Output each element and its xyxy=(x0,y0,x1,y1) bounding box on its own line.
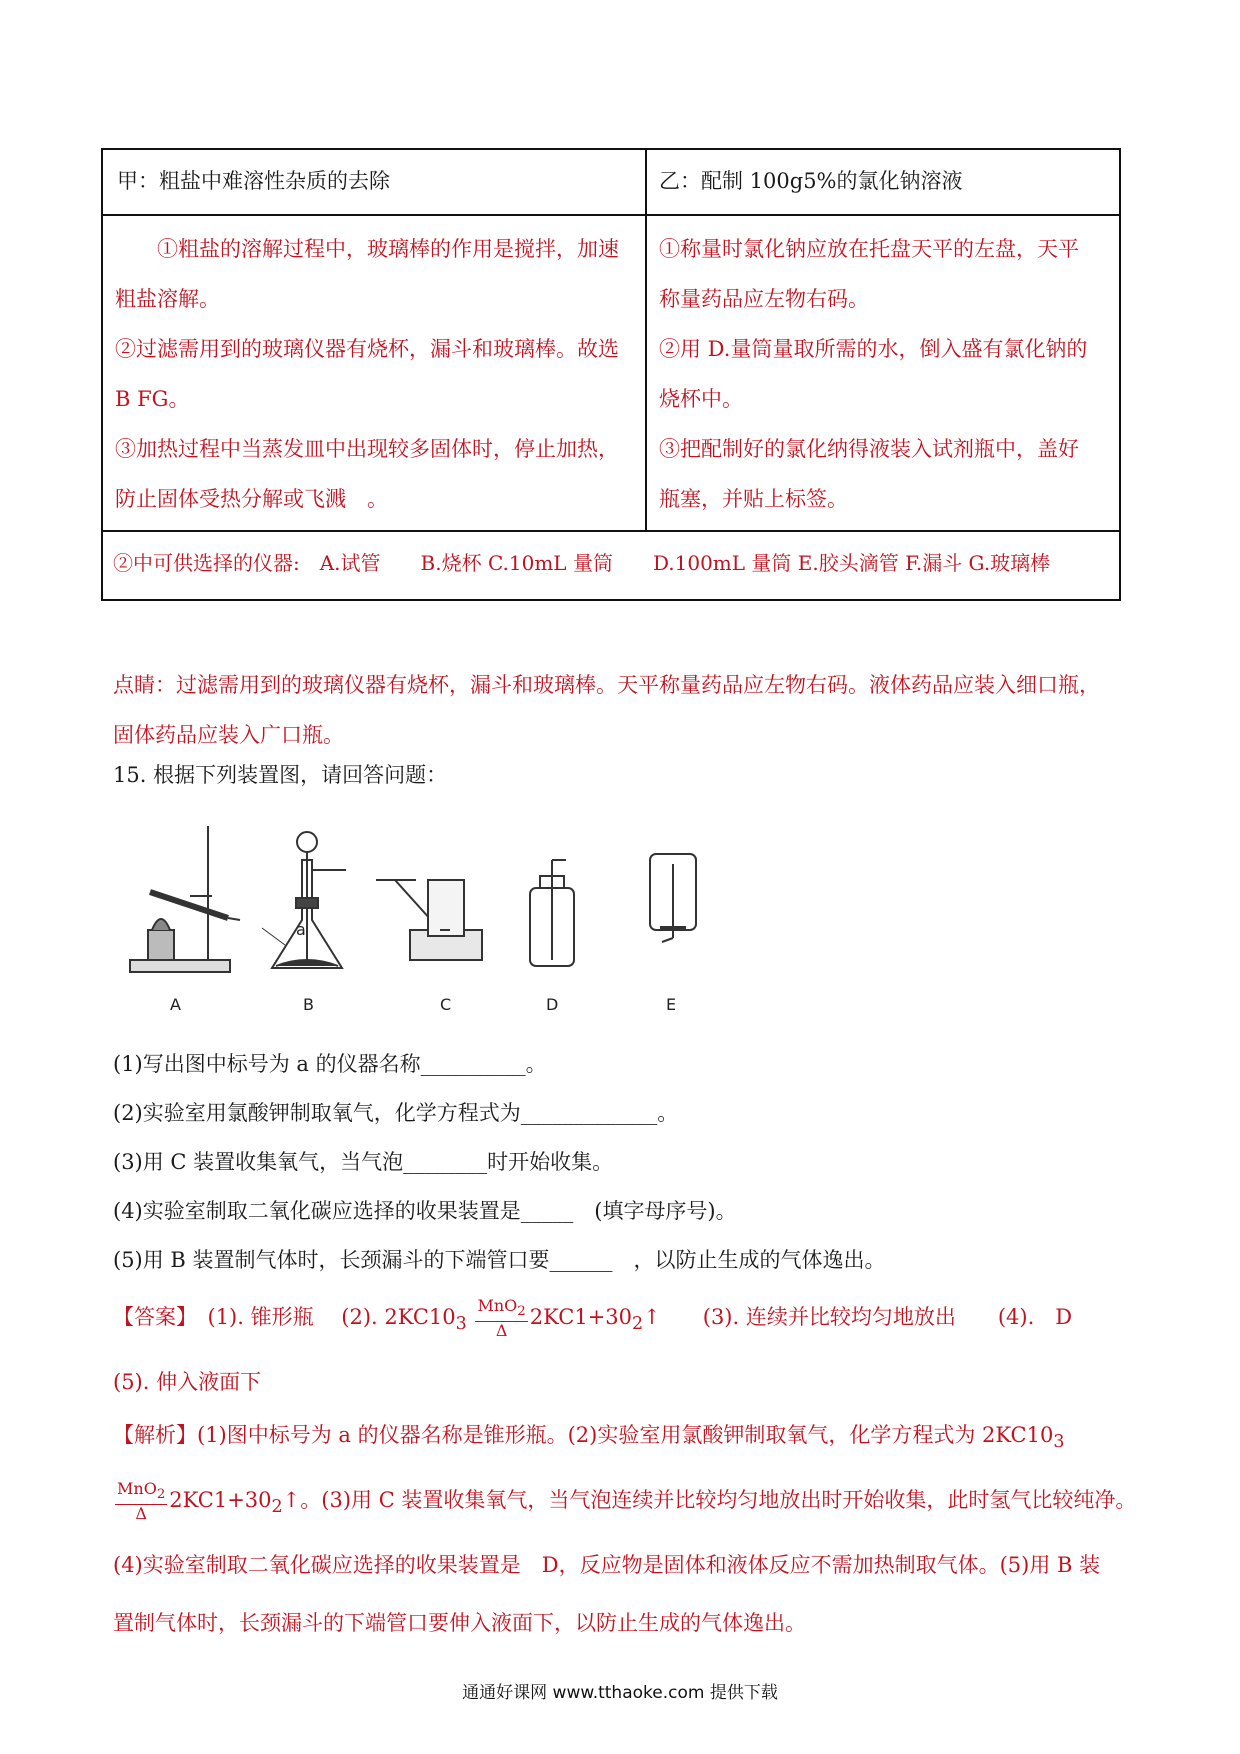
apparatus-b-icon xyxy=(262,832,346,968)
table-line: ③把配制好的氯化纳得液装入试剂瓶中，盖好 xyxy=(659,437,1079,461)
table-footer-row: ②中可供选择的仪器: A.试管 B.烧杯 C.10mL 量筒 D.100mL 量筒 E.胶头滴管 F.漏斗 G.玻璃棒 xyxy=(113,551,1051,575)
table-line: ①称量时氯化钠应放在托盘天平的左盘，天平 xyxy=(659,237,1079,261)
figure-marker-a: a xyxy=(296,920,306,939)
page-footer: 通通好课网 www.tthaoke.com 提供下载 xyxy=(462,1683,778,1703)
question-item: (2)实验室用氯酸钾制取氧气，化学方程式为_____________。 xyxy=(113,1101,679,1125)
table-line: ②用 D.量筒量取所需的水，倒入盛有氯化钠的 xyxy=(659,337,1088,361)
table-header-right: 乙：配制 100g5%的氯化钠溶液 xyxy=(659,169,963,193)
table-line: ①粗盐的溶解过程中，玻璃棒的作用是搅拌，加速 xyxy=(115,237,619,261)
question-item: (4)实验室制取二氧化碳应选择的收果装置是_____ (填字母序号)。 xyxy=(113,1199,737,1223)
analysis-line: 【解析】(1)图中标号为 a 的仪器名称是锥形瓶。(2)实验室用氯酸钾制取氧气，化学方程式为 $2KC10_3$ xyxy=(113,1423,1065,1453)
note-line: 点睛：过滤需用到的玻璃仪器有烧杯，漏斗和玻璃棒。天平称量药品应左物右码。液体药品应装入细口瓶， xyxy=(113,673,1100,697)
table-line: B FG。 xyxy=(115,387,190,411)
analysis-line: (4)实验室制取二氧化碳应选择的收果装置是 D，反应物是固体和液体反应不需加热制取气体。(5)用 B 装 xyxy=(113,1553,1101,1578)
table-line: 称量药品应左物右码。 xyxy=(659,287,869,311)
question-items xyxy=(113,1040,1133,1285)
reaction-condition: $\frac{MnO_2}{\Delta}$ xyxy=(477,1295,526,1341)
answer-line: 【答案】 (1). 锥形瓶 (2). $2KC10_3$ $\frac{MnO_2}{\Delta}$ $2KC1+30_2↑$ (3). 连续并比较均匀地放出 (4). D xyxy=(113,1295,1073,1341)
table-line: 粗盐溶解。 xyxy=(115,287,220,311)
table-divider xyxy=(645,150,647,530)
figure-label: C xyxy=(440,995,452,1014)
answer-label: 【答案】 xyxy=(113,1305,187,1329)
table-line: ③加热过程中当蒸发皿中出现较多固体时，停止加热， xyxy=(115,437,619,461)
apparatus-a-icon xyxy=(130,826,240,972)
apparatus-d-icon xyxy=(530,860,574,966)
question-item: (5)用 B 装置制气体时，长颈漏斗的下端管口要______ ，以防止生成的气体逸出。 xyxy=(113,1248,886,1272)
figure-label: B xyxy=(303,995,314,1014)
answer-block xyxy=(113,1288,1133,1411)
table-divider xyxy=(103,530,1119,532)
table-header-left: 甲：粗盐中难溶性杂质的去除 xyxy=(117,169,390,193)
analysis-label: 【解析】 xyxy=(113,1423,197,1447)
apparatus-c-icon xyxy=(376,880,482,960)
apparatus-figure xyxy=(120,820,820,1020)
table-line: ②过滤需用到的玻璃仪器有烧杯，漏斗和玻璃棒。故选 xyxy=(115,337,619,361)
table-cell-left xyxy=(115,224,635,524)
note-line: 固体药品应装入广口瓶。 xyxy=(113,723,344,747)
answer-table xyxy=(101,148,1121,601)
question-stem: 15. 根据下列装置图，请回答问题： xyxy=(113,763,448,787)
answer-line: (5). 伸入液面下 xyxy=(113,1370,262,1395)
figure-label: D xyxy=(546,995,559,1014)
analysis-line: 置制气体时，长颈漏斗的下端管口要伸入液面下，以防止生成的气体逸出。 xyxy=(113,1611,806,1636)
table-line: 烧杯中。 xyxy=(659,387,743,411)
question-item: (1)写出图中标号为 a 的仪器名称__________。 xyxy=(113,1052,547,1076)
table-cell-right xyxy=(659,224,1119,524)
figure-label: E xyxy=(666,995,677,1014)
dianjing-note xyxy=(113,660,1133,760)
table-line: 防止固体受热分解或飞溅 。 xyxy=(115,487,388,511)
table-line: 瓶塞，并贴上标签。 xyxy=(659,487,848,511)
reaction-condition: $\frac{MnO_2}{\Delta}$ xyxy=(117,1479,166,1524)
analysis-line: $\frac{MnO_2}{\Delta}$ $2KC1+30_2↑$。(3)用 C 装置收集氧气，当气泡连续并比较均匀地放出时开始收集，此时氢气比较纯净。 xyxy=(117,1479,1137,1524)
table-divider xyxy=(103,214,1119,216)
figure-label: A xyxy=(170,995,181,1014)
apparatus-e-icon xyxy=(650,854,696,942)
question-item: (3)用 C 装置收集氧气，当气泡________时开始收集。 xyxy=(113,1150,614,1174)
analysis-block xyxy=(113,1406,1137,1652)
